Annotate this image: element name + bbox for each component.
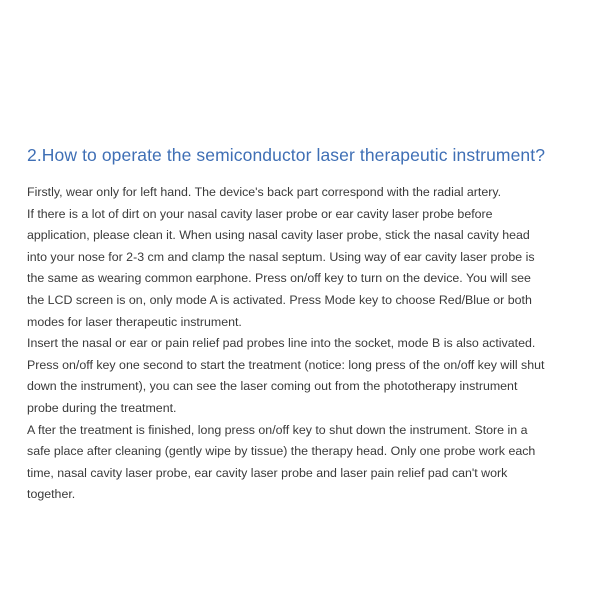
body-text xyxy=(27,182,547,506)
paragraph-2: If there is a lot of dirt on your nasal cavity laser probe or ear cavity laser probe before application, please clean it. When using nasal cavity laser probe, stick the nasal cavity head into your nose for 2-3 cm and clamp the nasal septum. Using way of ear cavity laser probe is the same as wearing common earphone. Press on/off key to turn on the device. You will see the LCD screen is on, only mode A is activated. Press Mode key to choose Red/Blue or both modes for laser therapeutic instrument. xyxy=(27,206,535,329)
section-heading-text: How to operate the semiconductor laser therapeutic instrument? xyxy=(41,145,546,165)
section-number: 2. xyxy=(27,145,42,165)
document-content xyxy=(27,143,547,506)
paragraph-1: Firstly, wear only for left hand. The device's back part correspond with the radial artery. xyxy=(27,185,502,199)
paragraph-3: Insert the nasal or ear or pain relief pad probes line into the socket, mode B is also activated. Press on/off key one second to start the treatment (notice: long press of the on/off key will shut down the instrument), you can see the laser coming out from the phototherapy instrument probe during the treatment. xyxy=(27,336,545,415)
section-heading xyxy=(27,143,547,168)
paragraph-4: A fter the treatment is finished, long press on/off key to shut down the instrument. Store in a safe place after cleaning (gently wipe by tissue) the therapy head. Only one probe work each time, nasal cavity laser probe, ear cavity laser probe and laser pain relief pad can't work together. xyxy=(27,422,536,502)
